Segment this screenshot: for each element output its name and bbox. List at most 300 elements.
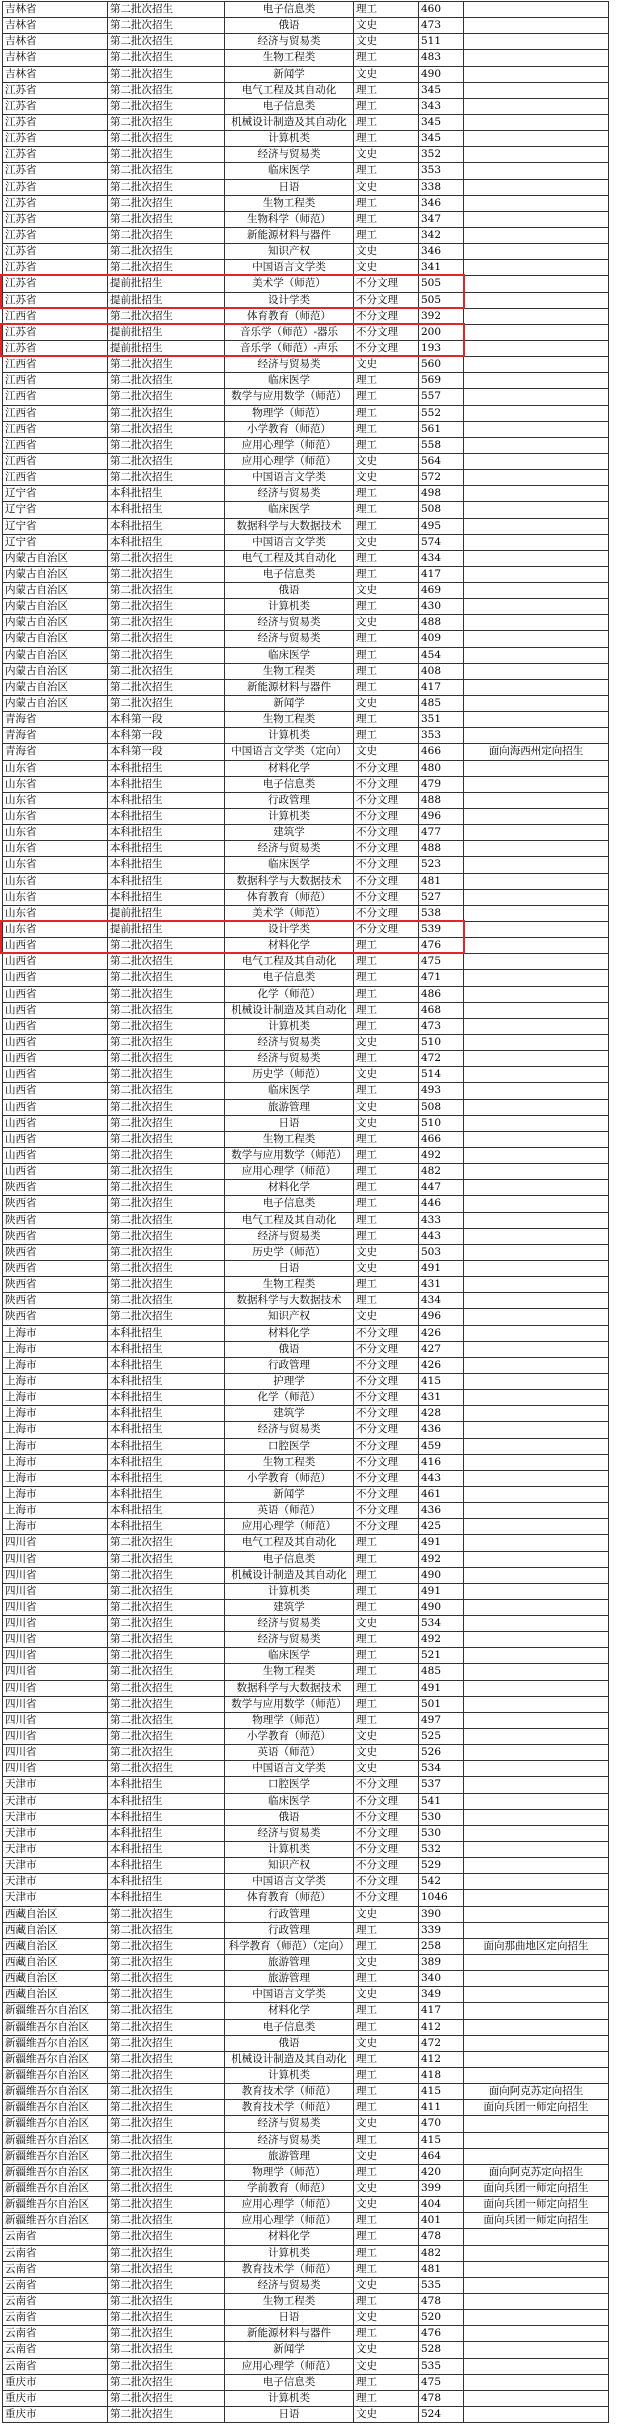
major-cell: 经济与贸易类 bbox=[225, 1051, 354, 1067]
major-cell: 教育技术学（师范） bbox=[225, 2100, 354, 2116]
min-score-cell: 411 bbox=[419, 2100, 464, 2116]
subject-type-cell: 理工 bbox=[354, 2132, 419, 2148]
note-cell bbox=[464, 647, 609, 663]
province-cell: 四川省 bbox=[3, 1599, 108, 1615]
batch-cell: 第二批次招生 bbox=[108, 2035, 225, 2051]
subject-type-cell: 理工 bbox=[354, 1131, 419, 1147]
batch-cell: 第二批次招生 bbox=[108, 986, 225, 1002]
subject-type-cell: 理工 bbox=[354, 663, 419, 679]
note-cell bbox=[464, 1777, 609, 1793]
subject-type-cell: 理工 bbox=[354, 2019, 419, 2035]
major-cell: 俄语 bbox=[225, 2035, 354, 2051]
min-score-cell: 412 bbox=[419, 2019, 464, 2035]
batch-cell: 第二批次招生 bbox=[108, 1971, 225, 1987]
table-row bbox=[3, 1922, 609, 1938]
table-row bbox=[3, 2116, 609, 2132]
min-score-cell: 472 bbox=[419, 1051, 464, 1067]
subject-type-cell: 文史 bbox=[354, 357, 419, 373]
table-row bbox=[3, 98, 609, 114]
note-cell bbox=[464, 2293, 609, 2309]
subject-type-cell: 理工 bbox=[354, 679, 419, 695]
province-cell: 新疆维吾尔自治区 bbox=[3, 2213, 108, 2229]
table-row bbox=[3, 1987, 609, 2003]
table-row bbox=[3, 550, 609, 566]
batch-cell: 第二批次招生 bbox=[108, 389, 225, 405]
major-cell: 小学教育（师范） bbox=[225, 421, 354, 437]
min-score-cell: 495 bbox=[419, 518, 464, 534]
note-cell bbox=[464, 825, 609, 841]
province-cell: 江西省 bbox=[3, 421, 108, 437]
note-cell bbox=[464, 2229, 609, 2245]
min-score-cell: 346 bbox=[419, 195, 464, 211]
province-cell: 吉林省 bbox=[3, 34, 108, 50]
batch-cell: 第二批次招生 bbox=[108, 1551, 225, 1567]
min-score-cell: 392 bbox=[419, 308, 464, 324]
min-score-cell: 446 bbox=[419, 1196, 464, 1212]
note-cell bbox=[464, 276, 609, 292]
province-cell: 上海市 bbox=[3, 1503, 108, 1519]
table-row bbox=[3, 1648, 609, 1664]
note-cell bbox=[464, 776, 609, 792]
table-row bbox=[3, 2019, 609, 2035]
province-cell: 江西省 bbox=[3, 437, 108, 453]
province-cell: 四川省 bbox=[3, 1632, 108, 1648]
major-cell: 中国语言文学类 bbox=[225, 1987, 354, 2003]
batch-cell: 第二批次招生 bbox=[108, 1664, 225, 1680]
major-cell: 应用心理学（师范） bbox=[225, 2213, 354, 2229]
province-cell: 西藏自治区 bbox=[3, 1971, 108, 1987]
min-score-cell: 420 bbox=[419, 2164, 464, 2180]
province-cell: 云南省 bbox=[3, 2342, 108, 2358]
min-score-cell: 466 bbox=[419, 1131, 464, 1147]
province-cell: 云南省 bbox=[3, 2358, 108, 2374]
note-cell bbox=[464, 486, 609, 502]
table-row bbox=[3, 2293, 609, 2309]
major-cell: 计算机类 bbox=[225, 2390, 354, 2406]
subject-type-cell: 理工 bbox=[354, 131, 419, 147]
batch-cell: 第二批次招生 bbox=[108, 98, 225, 114]
table-row bbox=[3, 1180, 609, 1196]
note-cell bbox=[464, 453, 609, 469]
subject-type-cell: 不分文理 bbox=[354, 1454, 419, 1470]
subject-type-cell: 理工 bbox=[354, 631, 419, 647]
province-cell: 吉林省 bbox=[3, 18, 108, 34]
province-cell: 西藏自治区 bbox=[3, 1955, 108, 1971]
batch-cell: 第二批次招生 bbox=[108, 195, 225, 211]
major-cell: 计算机类 bbox=[225, 1583, 354, 1599]
note-cell bbox=[464, 1825, 609, 1841]
batch-cell: 第二批次招生 bbox=[108, 1196, 225, 1212]
batch-cell: 第二批次招生 bbox=[108, 244, 225, 260]
table-row bbox=[3, 2180, 609, 2196]
table-row bbox=[3, 712, 609, 728]
min-score-cell: 478 bbox=[419, 2229, 464, 2245]
table-row bbox=[3, 2326, 609, 2342]
major-cell: 小学教育（师范） bbox=[225, 1470, 354, 1486]
province-cell: 江苏省 bbox=[3, 211, 108, 227]
province-cell: 新疆维吾尔自治区 bbox=[3, 2084, 108, 2100]
subject-type-cell: 不分文理 bbox=[354, 922, 419, 938]
major-cell: 科学教育（师范）（定向） bbox=[225, 1938, 354, 1954]
major-cell: 电子信息类 bbox=[225, 98, 354, 114]
subject-type-cell: 文史 bbox=[354, 1761, 419, 1777]
major-cell: 应用心理学（师范） bbox=[225, 2358, 354, 2374]
province-cell: 吉林省 bbox=[3, 66, 108, 82]
subject-type-cell: 理工 bbox=[354, 954, 419, 970]
major-cell: 经济与贸易类 bbox=[225, 1035, 354, 1051]
table-row bbox=[3, 373, 609, 389]
table-row bbox=[3, 1696, 609, 1712]
major-cell: 美术学（师范） bbox=[225, 276, 354, 292]
note-cell bbox=[464, 1228, 609, 1244]
table-row bbox=[3, 1454, 609, 1470]
province-cell: 内蒙古自治区 bbox=[3, 696, 108, 712]
min-score-cell: 431 bbox=[419, 1390, 464, 1406]
subject-type-cell: 文史 bbox=[354, 1115, 419, 1131]
batch-cell: 第二批次招生 bbox=[108, 1277, 225, 1293]
table-row bbox=[3, 1616, 609, 1632]
subject-type-cell: 不分文理 bbox=[354, 857, 419, 873]
province-cell: 云南省 bbox=[3, 2229, 108, 2245]
province-cell: 四川省 bbox=[3, 1567, 108, 1583]
table-row bbox=[3, 1906, 609, 1922]
batch-cell: 第二批次招生 bbox=[108, 1147, 225, 1163]
subject-type-cell: 文史 bbox=[354, 179, 419, 195]
subject-type-cell: 理工 bbox=[354, 1535, 419, 1551]
batch-cell: 第二批次招生 bbox=[108, 954, 225, 970]
min-score-cell: 525 bbox=[419, 1729, 464, 1745]
min-score-cell: 258 bbox=[419, 1938, 464, 1954]
major-cell: 机械设计制造及其自动化 bbox=[225, 1567, 354, 1583]
batch-cell: 本科批招生 bbox=[108, 857, 225, 873]
table-row bbox=[3, 1260, 609, 1276]
min-score-cell: 505 bbox=[419, 292, 464, 308]
note-cell bbox=[464, 583, 609, 599]
subject-type-cell: 文史 bbox=[354, 18, 419, 34]
min-score-cell: 1046 bbox=[419, 1890, 464, 1906]
major-cell: 化学（师范） bbox=[225, 986, 354, 1002]
note-cell bbox=[464, 2277, 609, 2293]
table-row bbox=[3, 179, 609, 195]
province-cell: 四川省 bbox=[3, 1535, 108, 1551]
table-row bbox=[3, 211, 609, 227]
major-cell: 数学与应用数学（师范） bbox=[225, 1696, 354, 1712]
subject-type-cell: 理工 bbox=[354, 373, 419, 389]
batch-cell: 本科批招生 bbox=[108, 1874, 225, 1890]
batch-cell: 第二批次招生 bbox=[108, 1632, 225, 1648]
subject-type-cell: 不分文理 bbox=[354, 1519, 419, 1535]
province-cell: 吉林省 bbox=[3, 50, 108, 66]
major-cell: 电子信息类 bbox=[225, 970, 354, 986]
table-row bbox=[3, 1890, 609, 1906]
province-cell: 四川省 bbox=[3, 1761, 108, 1777]
province-cell: 内蒙古自治区 bbox=[3, 663, 108, 679]
subject-type-cell: 理工 bbox=[354, 1293, 419, 1309]
min-score-cell: 464 bbox=[419, 2148, 464, 2164]
major-cell: 知识产权 bbox=[225, 244, 354, 260]
note-cell bbox=[464, 82, 609, 98]
table-row bbox=[3, 1680, 609, 1696]
note-cell: 面向海西州定向招生 bbox=[464, 744, 609, 760]
major-cell: 经济与贸易类 bbox=[225, 841, 354, 857]
min-score-cell: 490 bbox=[419, 1567, 464, 1583]
subject-type-cell: 不分文理 bbox=[354, 841, 419, 857]
note-cell bbox=[464, 34, 609, 50]
min-score-cell: 514 bbox=[419, 1067, 464, 1083]
province-cell: 江苏省 bbox=[3, 292, 108, 308]
subject-type-cell: 理工 bbox=[354, 1164, 419, 1180]
table-row bbox=[3, 276, 609, 292]
subject-type-cell: 理工 bbox=[354, 1938, 419, 1954]
min-score-cell: 340 bbox=[419, 1971, 464, 1987]
province-cell: 新疆维吾尔自治区 bbox=[3, 2180, 108, 2196]
subject-type-cell: 文史 bbox=[354, 1244, 419, 1260]
province-cell: 上海市 bbox=[3, 1438, 108, 1454]
table-body bbox=[3, 2, 609, 2423]
major-cell: 应用心理学（师范） bbox=[225, 437, 354, 453]
subject-type-cell: 理工 bbox=[354, 1696, 419, 1712]
min-score-cell: 425 bbox=[419, 1519, 464, 1535]
province-cell: 重庆市 bbox=[3, 2406, 108, 2422]
subject-type-cell: 理工 bbox=[354, 1228, 419, 1244]
province-cell: 青海省 bbox=[3, 728, 108, 744]
note-cell bbox=[464, 1115, 609, 1131]
table-row bbox=[3, 841, 609, 857]
major-cell: 化学（师范） bbox=[225, 1390, 354, 1406]
note-cell bbox=[464, 696, 609, 712]
table-row bbox=[3, 195, 609, 211]
batch-cell: 本科批招生 bbox=[108, 1777, 225, 1793]
table-row bbox=[3, 1809, 609, 1825]
batch-cell: 本科批招生 bbox=[108, 1470, 225, 1486]
min-score-cell: 389 bbox=[419, 1955, 464, 1971]
batch-cell: 本科批招生 bbox=[108, 1325, 225, 1341]
batch-cell: 第二批次招生 bbox=[108, 2261, 225, 2277]
min-score-cell: 431 bbox=[419, 1277, 464, 1293]
note-cell bbox=[464, 211, 609, 227]
major-cell: 新闻学 bbox=[225, 696, 354, 712]
major-cell: 口腔医学 bbox=[225, 1438, 354, 1454]
subject-type-cell: 理工 bbox=[354, 421, 419, 437]
min-score-cell: 415 bbox=[419, 2084, 464, 2100]
min-score-cell: 490 bbox=[419, 66, 464, 82]
subject-type-cell: 文史 bbox=[354, 2277, 419, 2293]
province-cell: 山东省 bbox=[3, 841, 108, 857]
province-cell: 四川省 bbox=[3, 1664, 108, 1680]
major-cell: 电子信息类 bbox=[225, 566, 354, 582]
major-cell: 电气工程及其自动化 bbox=[225, 954, 354, 970]
min-score-cell: 399 bbox=[419, 2180, 464, 2196]
batch-cell: 第二批次招生 bbox=[108, 2003, 225, 2019]
province-cell: 四川省 bbox=[3, 1729, 108, 1745]
subject-type-cell: 理工 bbox=[354, 2245, 419, 2261]
major-cell: 旅游管理 bbox=[225, 1099, 354, 1115]
major-cell: 俄语 bbox=[225, 18, 354, 34]
subject-type-cell: 文史 bbox=[354, 1067, 419, 1083]
note-cell bbox=[464, 2358, 609, 2374]
major-cell: 中国语言文学类 bbox=[225, 260, 354, 276]
province-cell: 山东省 bbox=[3, 873, 108, 889]
major-cell: 电子信息类 bbox=[225, 776, 354, 792]
subject-type-cell: 理工 bbox=[354, 1051, 419, 1067]
province-cell: 江苏省 bbox=[3, 244, 108, 260]
note-cell bbox=[464, 1067, 609, 1083]
note-cell bbox=[464, 1793, 609, 1809]
subject-type-cell: 文史 bbox=[354, 2406, 419, 2422]
subject-type-cell: 理工 bbox=[354, 2, 419, 18]
table-row bbox=[3, 1277, 609, 1293]
min-score-cell: 415 bbox=[419, 2132, 464, 2148]
table-row bbox=[3, 405, 609, 421]
subject-type-cell: 文史 bbox=[354, 2148, 419, 2164]
table-row bbox=[3, 502, 609, 518]
note-cell bbox=[464, 389, 609, 405]
note-cell bbox=[464, 50, 609, 66]
table-row bbox=[3, 1244, 609, 1260]
min-score-cell: 480 bbox=[419, 760, 464, 776]
note-cell bbox=[464, 1583, 609, 1599]
table-row bbox=[3, 1406, 609, 1422]
table-row bbox=[3, 389, 609, 405]
province-cell: 青海省 bbox=[3, 744, 108, 760]
province-cell: 山西省 bbox=[3, 1035, 108, 1051]
province-cell: 陕西省 bbox=[3, 1277, 108, 1293]
table-row bbox=[3, 470, 609, 486]
note-cell bbox=[464, 2051, 609, 2067]
note-cell bbox=[464, 195, 609, 211]
major-cell: 机械设计制造及其自动化 bbox=[225, 114, 354, 130]
province-cell: 山东省 bbox=[3, 922, 108, 938]
batch-cell: 第二批次招生 bbox=[108, 1244, 225, 1260]
min-score-cell: 503 bbox=[419, 1244, 464, 1260]
note-cell bbox=[464, 599, 609, 615]
min-score-cell: 538 bbox=[419, 905, 464, 921]
min-score-cell: 492 bbox=[419, 1551, 464, 1567]
min-score-cell: 498 bbox=[419, 486, 464, 502]
batch-cell: 第二批次招生 bbox=[108, 631, 225, 647]
province-cell: 上海市 bbox=[3, 1373, 108, 1389]
note-cell bbox=[464, 163, 609, 179]
major-cell: 美术学（师范） bbox=[225, 905, 354, 921]
table-row bbox=[3, 922, 609, 938]
table-row bbox=[3, 1309, 609, 1325]
province-cell: 上海市 bbox=[3, 1519, 108, 1535]
major-cell: 材料化学 bbox=[225, 1180, 354, 1196]
subject-type-cell: 不分文理 bbox=[354, 760, 419, 776]
note-cell bbox=[464, 2326, 609, 2342]
batch-cell: 第二批次招生 bbox=[108, 1051, 225, 1067]
subject-type-cell: 理工 bbox=[354, 2261, 419, 2277]
batch-cell: 第二批次招生 bbox=[108, 405, 225, 421]
min-score-cell: 461 bbox=[419, 1486, 464, 1502]
major-cell: 生物科学（师范） bbox=[225, 211, 354, 227]
admission-score-document bbox=[2, 1, 609, 2423]
subject-type-cell: 不分文理 bbox=[354, 1793, 419, 1809]
note-cell bbox=[464, 357, 609, 373]
province-cell: 内蒙古自治区 bbox=[3, 647, 108, 663]
subject-type-cell: 理工 bbox=[354, 1018, 419, 1034]
province-cell: 天津市 bbox=[3, 1842, 108, 1858]
table-row bbox=[3, 1712, 609, 1728]
table-row bbox=[3, 2245, 609, 2261]
note-cell bbox=[464, 938, 609, 954]
subject-type-cell: 文史 bbox=[354, 1729, 419, 1745]
batch-cell: 第二批次招生 bbox=[108, 2132, 225, 2148]
batch-cell: 第二批次招生 bbox=[108, 2164, 225, 2180]
subject-type-cell: 理工 bbox=[354, 1147, 419, 1163]
note-cell bbox=[464, 1519, 609, 1535]
batch-cell: 本科批招生 bbox=[108, 873, 225, 889]
subject-type-cell: 理工 bbox=[354, 1599, 419, 1615]
table-row bbox=[3, 18, 609, 34]
subject-type-cell: 理工 bbox=[354, 2084, 419, 2100]
table-row bbox=[3, 2374, 609, 2390]
min-score-cell: 447 bbox=[419, 1180, 464, 1196]
min-score-cell: 505 bbox=[419, 276, 464, 292]
province-cell: 内蒙古自治区 bbox=[3, 679, 108, 695]
batch-cell: 第二批次招生 bbox=[108, 970, 225, 986]
table-row bbox=[3, 437, 609, 453]
province-cell: 山东省 bbox=[3, 857, 108, 873]
subject-type-cell: 理工 bbox=[354, 2100, 419, 2116]
table-row bbox=[3, 2197, 609, 2213]
batch-cell: 第二批次招生 bbox=[108, 114, 225, 130]
note-cell: 面向阿克苏定向招生 bbox=[464, 2164, 609, 2180]
subject-type-cell: 理工 bbox=[354, 728, 419, 744]
province-cell: 辽宁省 bbox=[3, 486, 108, 502]
note-cell bbox=[464, 1729, 609, 1745]
batch-cell: 本科批招生 bbox=[108, 534, 225, 550]
batch-cell: 第二批次招生 bbox=[108, 147, 225, 163]
min-score-cell: 338 bbox=[419, 179, 464, 195]
table-row bbox=[3, 2406, 609, 2422]
note-cell bbox=[464, 1551, 609, 1567]
major-cell: 临床医学 bbox=[225, 1083, 354, 1099]
major-cell: 数学与应用数学（师范） bbox=[225, 1147, 354, 1163]
table-row bbox=[3, 1858, 609, 1874]
major-cell: 数据科学与大数据技术 bbox=[225, 1680, 354, 1696]
note-cell bbox=[464, 2035, 609, 2051]
subject-type-cell: 不分文理 bbox=[354, 1373, 419, 1389]
min-score-cell: 341 bbox=[419, 260, 464, 276]
major-cell: 应用心理学（师范） bbox=[225, 1519, 354, 1535]
province-cell: 辽宁省 bbox=[3, 534, 108, 550]
batch-cell: 第二批次招生 bbox=[108, 2180, 225, 2196]
subject-type-cell: 理工 bbox=[354, 1212, 419, 1228]
batch-cell: 第二批次招生 bbox=[108, 2342, 225, 2358]
note-cell bbox=[464, 227, 609, 243]
province-cell: 内蒙古自治区 bbox=[3, 566, 108, 582]
batch-cell: 本科批招生 bbox=[108, 760, 225, 776]
table-row bbox=[3, 1228, 609, 1244]
table-row bbox=[3, 82, 609, 98]
table-row bbox=[3, 1083, 609, 1099]
batch-cell: 本科批招生 bbox=[108, 809, 225, 825]
note-cell bbox=[464, 615, 609, 631]
table-row bbox=[3, 1018, 609, 1034]
subject-type-cell: 理工 bbox=[354, 986, 419, 1002]
note-cell bbox=[464, 631, 609, 647]
province-cell: 内蒙古自治区 bbox=[3, 583, 108, 599]
subject-type-cell: 理工 bbox=[354, 163, 419, 179]
major-cell: 中国语言文学类（定向） bbox=[225, 744, 354, 760]
batch-cell: 提前批招生 bbox=[108, 276, 225, 292]
province-cell: 天津市 bbox=[3, 1858, 108, 1874]
min-score-cell: 473 bbox=[419, 1018, 464, 1034]
subject-type-cell: 理工 bbox=[354, 550, 419, 566]
table-row bbox=[3, 131, 609, 147]
min-score-cell: 469 bbox=[419, 583, 464, 599]
